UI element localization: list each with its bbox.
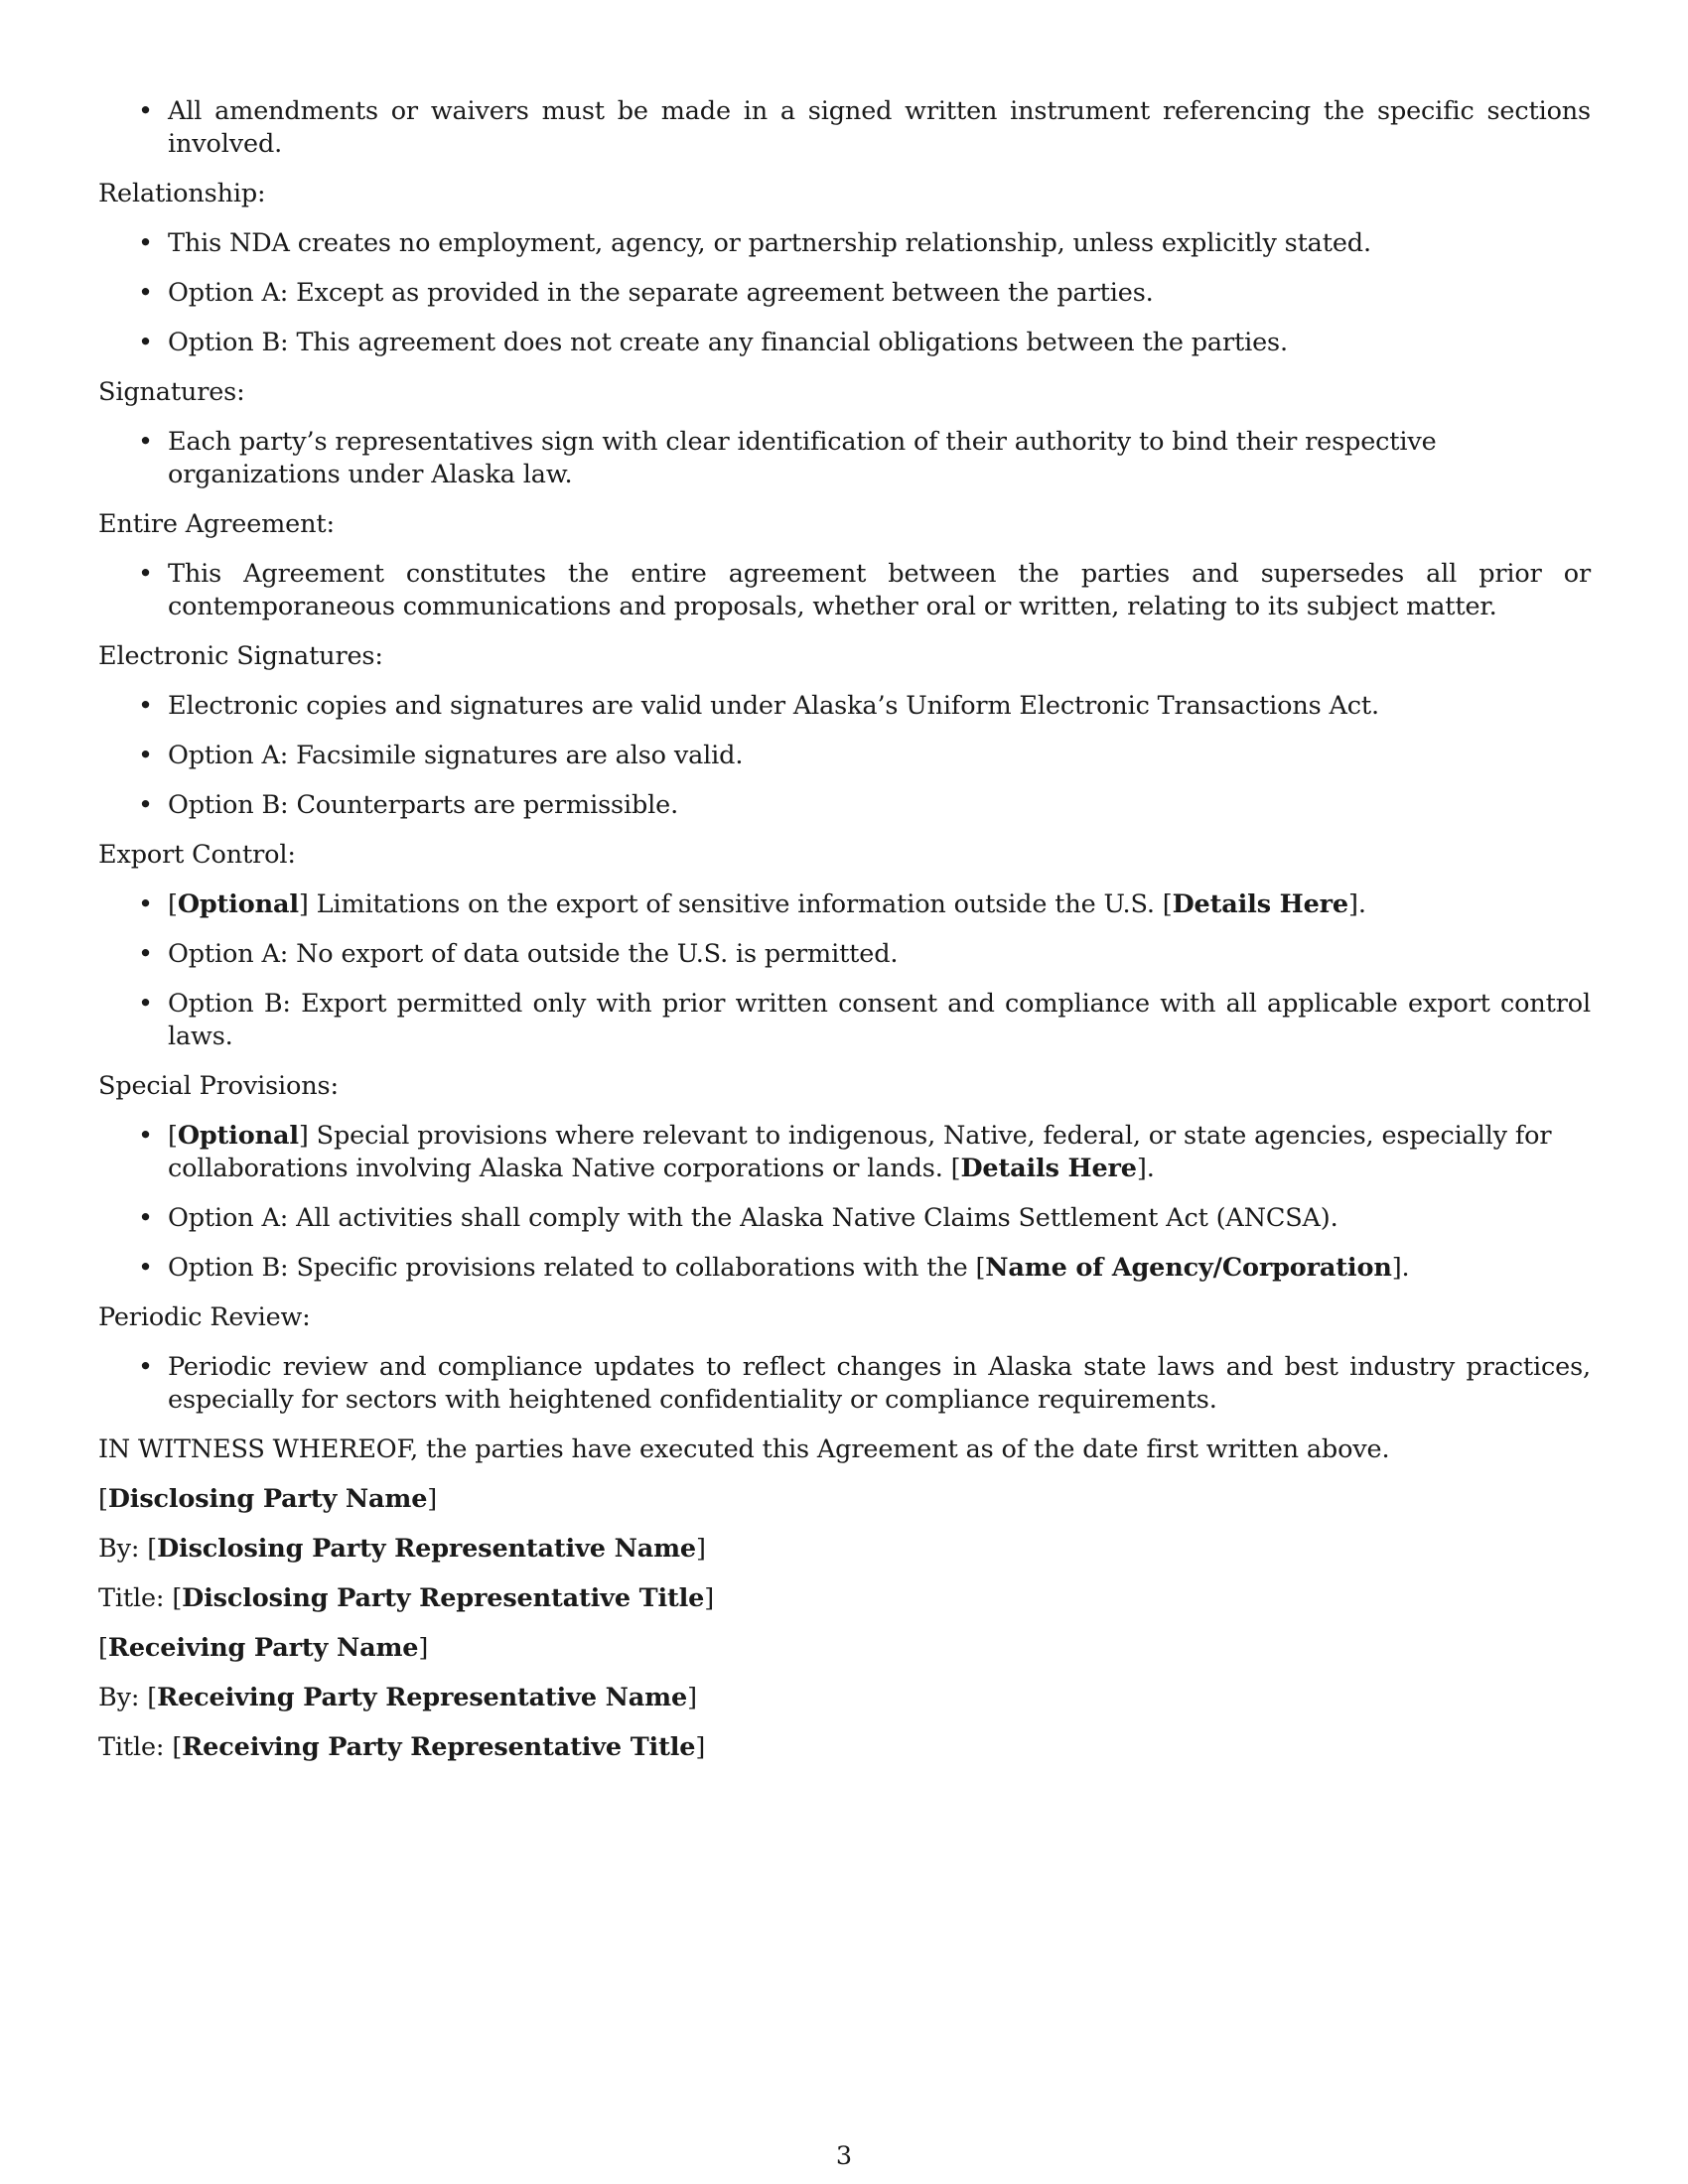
bracket-text: ]	[427, 1484, 438, 1514]
list-item: • Option A: No export of data outside the U.S. is permitted.	[98, 938, 1591, 971]
amendments-list	[98, 95, 1591, 161]
page-number: 3	[835, 2141, 853, 2171]
placeholder-bold: Details Here	[1172, 889, 1349, 919]
list-item: • Electronic copies and signatures are valid under Alaska’s Uniform Electronic Transactions Act.	[98, 690, 1591, 723]
item-text: ].	[1136, 1154, 1155, 1183]
title-label: Title:	[98, 1583, 173, 1613]
list-item: • Option B: Export permitted only with prior written consent and compliance with all applicable export control laws.	[98, 988, 1591, 1053]
list-item: • Each party’s representatives sign with clear identification of their authority to bind their respective organizations under Alaska law.	[98, 426, 1591, 491]
receiving-party-name	[98, 1632, 1591, 1665]
placeholder-bold: Optional	[177, 889, 299, 919]
by-label: By:	[98, 1683, 148, 1712]
item-text: ] Special provisions where relevant to indigenous, Native, federal, or state agencies, especially for collaborations involving Alaska Native corporations or lands. [	[168, 1121, 1552, 1183]
relationship-heading: Relationship:	[98, 179, 266, 208]
placeholder-bold: Optional	[177, 1121, 299, 1151]
electronic-signatures-list	[98, 690, 1591, 822]
item-text: ] Limitations on the export of sensitive information outside the U.S. [	[298, 889, 1173, 919]
item-text: Option B: Specific provisions related to collaborations with the [	[168, 1253, 986, 1283]
by-label: By:	[98, 1534, 148, 1564]
entire-agreement-list	[98, 558, 1591, 623]
bracket-text: [	[172, 1583, 183, 1613]
export-control-list	[98, 888, 1591, 1053]
special-provisions-list	[98, 1120, 1591, 1285]
witness-statement: IN WITNESS WHEREOF, the parties have executed this Agreement as of the date first written above.	[98, 1434, 1390, 1464]
bracket-text: ]	[695, 1732, 706, 1762]
periodic-review-list	[98, 1351, 1591, 1417]
item-text: ].	[1391, 1253, 1410, 1283]
list-item: • Option A: Except as provided in the separate agreement between the parties.	[98, 277, 1591, 310]
placeholder-bold: Receiving Party Representative Name	[157, 1683, 688, 1712]
relationship-list	[98, 227, 1591, 359]
item-text: ].	[1348, 889, 1366, 919]
electronic-signatures-heading: Electronic Signatures:	[98, 641, 383, 671]
special-provisions-heading: Special Provisions:	[98, 1071, 339, 1101]
placeholder-bold: Disclosing Party Representative Name	[157, 1534, 696, 1564]
placeholder-bold: Details Here	[960, 1154, 1137, 1183]
list-item: • Option B: This agreement does not create any financial obligations between the parties.	[98, 327, 1591, 359]
bracket-text: [	[168, 1121, 178, 1151]
placeholder-bold: Disclosing Party Name	[107, 1484, 428, 1514]
periodic-review-heading: Periodic Review:	[98, 1302, 311, 1332]
list-item: • Option A: Facsimile signatures are also valid.	[98, 740, 1591, 772]
bracket-text: [	[168, 889, 178, 919]
placeholder-bold: Receiving Party Representative Title	[182, 1732, 696, 1762]
disclosing-rep-title-line	[98, 1582, 1591, 1615]
export-control-heading: Export Control:	[98, 840, 296, 870]
bracket-text: ]	[418, 1633, 429, 1663]
list-item: • This Agreement constitutes the entire agreement between the parties and supersedes all prior or contemporaneous communications and proposals, whether oral or written, relating to its subject matter.	[98, 558, 1591, 623]
bracket-text: ]	[696, 1534, 706, 1564]
list-item	[98, 1120, 1591, 1185]
list-item	[98, 1252, 1591, 1285]
bracket-text: [	[98, 1484, 108, 1514]
placeholder-bold: Name of Agency/Corporation	[985, 1253, 1392, 1283]
bracket-text: [	[172, 1732, 183, 1762]
bracket-text: [	[147, 1683, 158, 1712]
bracket-text: ]	[704, 1583, 715, 1613]
list-item: • This NDA creates no employment, agency, or partnership relationship, unless explicitly stated.	[98, 227, 1591, 260]
signatures-list	[98, 426, 1591, 491]
list-item	[98, 888, 1591, 921]
receiving-rep-title-line	[98, 1731, 1591, 1764]
disclosing-party-name	[98, 1483, 1591, 1516]
receiving-rep-name-line	[98, 1682, 1591, 1714]
list-item: • Option A: All activities shall comply with the Alaska Native Claims Settlement Act (ANCSA).	[98, 1202, 1591, 1235]
entire-agreement-heading: Entire Agreement:	[98, 509, 335, 539]
bracket-text: [	[147, 1534, 158, 1564]
disclosing-rep-name-line	[98, 1533, 1591, 1566]
placeholder-bold: Disclosing Party Representative Title	[182, 1583, 705, 1613]
list-item: • Option B: Counterparts are permissible.	[98, 789, 1591, 822]
signatures-heading: Signatures:	[98, 377, 245, 407]
placeholder-bold: Receiving Party Name	[107, 1633, 419, 1663]
list-item: • Periodic review and compliance updates to reflect changes in Alaska state laws and best industry practices, especially for sectors with heightened confidentiality or compliance requirements.	[98, 1351, 1591, 1417]
bracket-text: [	[98, 1633, 108, 1663]
list-item: • All amendments or waivers must be made in a signed written instrument referencing the specific sections involved.	[98, 95, 1591, 161]
title-label: Title:	[98, 1732, 173, 1762]
bracket-text: ]	[687, 1683, 697, 1712]
document-page	[98, 95, 1591, 1781]
